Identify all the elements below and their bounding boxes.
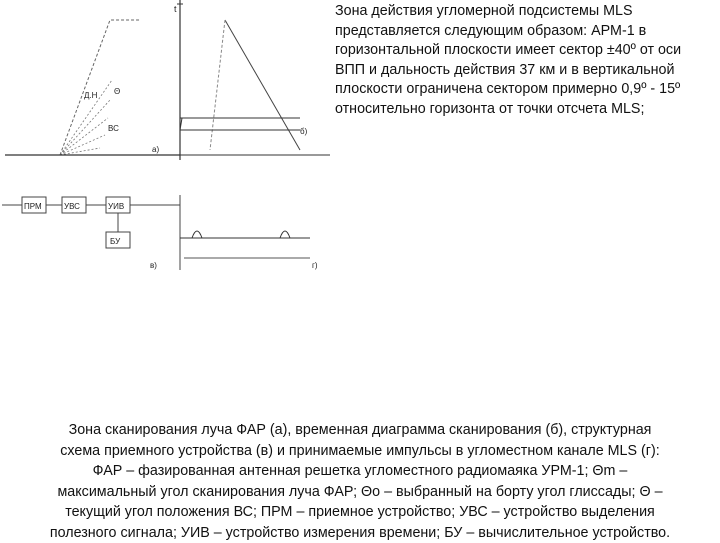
caption-line: схема приемного устройства (в) и принимаемые импульсы в угломестном канале MLS (г): bbox=[8, 441, 712, 462]
fig-b-label: б) bbox=[300, 127, 308, 136]
diagram-svg bbox=[0, 0, 330, 290]
caption-line: максимальный угол сканирования луча ФАР; Θo – выбранный на борту угол глиссады; Θ – bbox=[8, 482, 712, 503]
fig-v-label: в) bbox=[150, 261, 157, 270]
scan-zone-left-edge bbox=[60, 20, 140, 155]
caption-line: Зона сканирования луча ФАР (а), временная диаграмма сканирования (б), структурная bbox=[8, 420, 712, 441]
fig-a-label: а) bbox=[152, 145, 159, 154]
figure-caption bbox=[8, 420, 712, 543]
fig-g-label: г) bbox=[312, 261, 318, 270]
block-uvs bbox=[62, 197, 86, 213]
svg-text:УВС: УВС bbox=[64, 202, 80, 211]
pulse-1 bbox=[192, 231, 202, 238]
description-paragraph: Зона действия угломерной подсистемы MLS представляется следующим образом: АРМ-1 в горизонтальной плоскости имеет сектор ±40º от оси ВПП и дальность действия 37 км и в вертикальной плоскости ограничена сектором примерно 0,9º - 15º относительно горизонта от точки отсчета MLS; bbox=[335, 2, 713, 119]
block-bu bbox=[106, 232, 130, 248]
caption-line: полезного сигнала; УИВ – устройство измерения времени; БУ – вычислительное устройство. bbox=[8, 523, 712, 543]
label-theta-m: Θ bbox=[114, 87, 120, 96]
pulse-2 bbox=[280, 231, 290, 238]
caption-line: ФАР – фазированная антенная решетка угломестного радиомаяка УРМ-1; Θm – bbox=[8, 461, 712, 482]
svg-text:ПРМ: ПРМ bbox=[24, 202, 42, 211]
caption-line: текущий угол положения ВС; ПРМ – приемное устройство; УВС – устройство выделения bbox=[8, 502, 712, 523]
block-uiv bbox=[106, 197, 130, 213]
svg-text:УИВ: УИВ bbox=[108, 202, 124, 211]
scanning-diagram-figure bbox=[0, 0, 330, 290]
label-dn: Д.Н bbox=[84, 91, 98, 100]
block-prm bbox=[22, 197, 46, 213]
axis-top-label: t bbox=[174, 4, 177, 14]
svg-text:БУ: БУ bbox=[110, 237, 121, 246]
label-vs: ВС bbox=[108, 124, 119, 133]
